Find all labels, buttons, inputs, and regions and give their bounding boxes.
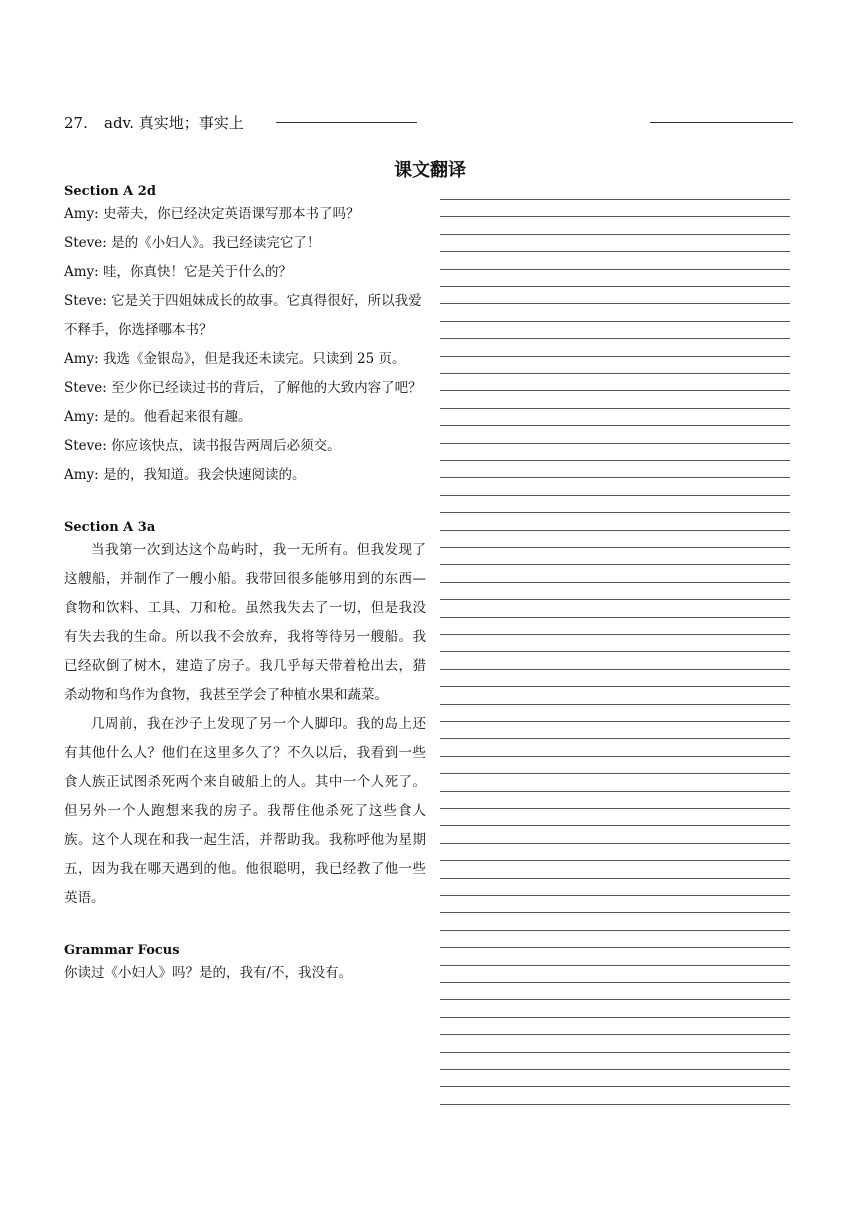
- writing-line[interactable]: [440, 791, 790, 792]
- writing-line[interactable]: [440, 477, 790, 478]
- writing-line[interactable]: [440, 234, 790, 235]
- dialogue-line: Amy: 哇，你真快！它是关于什么的？: [64, 264, 293, 280]
- passage-paragraph: 几周前，我在沙子上发现了另一个人脚印。我的岛上还有其他什么人？他们在这里多久了？不久以后，我看到一些食人族正试图杀死两个来自破船上的人。其中一个人死了。但另外一个人跑想来我的房子。我帮住他杀死了这些食人族。这个人现在和我一起生活，并帮助我。我称呼他为星期五，因为我在哪天遇到的他。他很聪明，我已经教了他一些英语。: [64, 716, 426, 906]
- writing-line[interactable]: [440, 617, 790, 618]
- writing-line[interactable]: [440, 512, 790, 513]
- dialogue: [64, 200, 426, 490]
- dialogue-line: Amy: 我选《金银岛》，但是我还未读完。只读到 25 页。: [64, 351, 406, 367]
- writing-line[interactable]: [440, 982, 790, 983]
- writing-line[interactable]: [440, 912, 790, 913]
- writing-line[interactable]: [440, 269, 790, 270]
- vocab-number: 27.: [64, 114, 88, 132]
- section-heading: Section A 2d: [64, 184, 156, 199]
- writing-line[interactable]: [440, 947, 790, 948]
- writing-line[interactable]: [440, 443, 790, 444]
- writing-line[interactable]: [440, 356, 790, 357]
- passage-paragraph: 当我第一次到达这个岛屿时，我一无所有。但我发现了这艘船，并制作了一艘小船。我带回很多能够用到的东西—食物和饮料、工具、刀和枪。虽然我失去了一切，但是我没有失去我的生命。所以我不会放弃，我将等待另一艘船。我已经砍倒了树木，建造了房子。我几乎每天带着枪出去，猎杀动物和鸟作为食物，我甚至学会了种植水果和蔬菜。: [64, 542, 426, 703]
- writing-line[interactable]: [440, 582, 790, 583]
- writing-line[interactable]: [440, 634, 790, 635]
- writing-line[interactable]: [440, 895, 790, 896]
- writing-line[interactable]: [440, 251, 790, 252]
- writing-line[interactable]: [440, 1069, 790, 1070]
- writing-line[interactable]: [440, 303, 790, 304]
- dialogue-line: Amy: 是的，我知道。我会快速阅读的。: [64, 467, 306, 483]
- page-title: 课文翻译: [394, 160, 466, 181]
- writing-line[interactable]: [440, 878, 790, 879]
- writing-line[interactable]: [440, 547, 790, 548]
- writing-line[interactable]: [440, 408, 790, 409]
- writing-line[interactable]: [440, 1017, 790, 1018]
- writing-line[interactable]: [440, 704, 790, 705]
- writing-line[interactable]: [440, 390, 790, 391]
- writing-line[interactable]: [440, 286, 790, 287]
- dialogue-line: Amy: 史蒂夫，你已经决定英语课写那本书了吗？: [64, 206, 360, 222]
- writing-line[interactable]: [440, 1034, 790, 1035]
- writing-line[interactable]: [440, 564, 790, 565]
- writing-line[interactable]: [440, 843, 790, 844]
- grammar-sentence: 你读过《小妇人》吗？是的，我有/不，我没有。: [64, 965, 353, 981]
- section-heading: Section A 3a: [64, 520, 156, 535]
- vocab-item-27: [64, 112, 804, 134]
- writing-line[interactable]: [440, 338, 790, 339]
- vocab-definition: adv. 真实地；事实上: [104, 114, 244, 132]
- writing-line[interactable]: [440, 669, 790, 670]
- answer-blank[interactable]: [650, 122, 793, 123]
- writing-line[interactable]: [440, 425, 790, 426]
- writing-line[interactable]: [440, 808, 790, 809]
- writing-lines[interactable]: [440, 199, 790, 1119]
- writing-line[interactable]: [440, 495, 790, 496]
- section-heading: Grammar Focus: [64, 943, 180, 958]
- writing-line[interactable]: [440, 216, 790, 217]
- dialogue-line: Steve: 你应该快点，读书报告两周后必须交。: [64, 438, 341, 454]
- writing-line[interactable]: [440, 1052, 790, 1053]
- writing-line[interactable]: [440, 651, 790, 652]
- writing-line[interactable]: [440, 373, 790, 374]
- writing-line[interactable]: [440, 530, 790, 531]
- dialogue-line: Amy: 是的。他看起来很有趣。: [64, 409, 252, 425]
- writing-line[interactable]: [440, 321, 790, 322]
- writing-line[interactable]: [440, 860, 790, 861]
- translation-column: [64, 184, 426, 988]
- writing-line[interactable]: [440, 686, 790, 687]
- writing-line[interactable]: [440, 825, 790, 826]
- writing-line[interactable]: [440, 721, 790, 722]
- writing-line[interactable]: [440, 756, 790, 757]
- writing-line[interactable]: [440, 199, 790, 200]
- writing-line[interactable]: [440, 1104, 790, 1105]
- dialogue-line: Steve: 是的《小妇人》。我已经读完它了！: [64, 235, 321, 251]
- writing-line[interactable]: [440, 965, 790, 966]
- dialogue-line: Steve: 它是关于四姐妹成长的故事。它真得很好，所以我爱不释手，你选择哪本书？: [64, 293, 422, 338]
- writing-line[interactable]: [440, 999, 790, 1000]
- writing-line[interactable]: [440, 773, 790, 774]
- writing-line[interactable]: [440, 599, 790, 600]
- dialogue-line: Steve: 至少你已经读过书的背后，了解他的大致内容了吧？: [64, 380, 422, 396]
- writing-line[interactable]: [440, 930, 790, 931]
- writing-line[interactable]: [440, 460, 790, 461]
- writing-line[interactable]: [440, 738, 790, 739]
- writing-line[interactable]: [440, 1086, 790, 1087]
- answer-blank[interactable]: [276, 122, 417, 123]
